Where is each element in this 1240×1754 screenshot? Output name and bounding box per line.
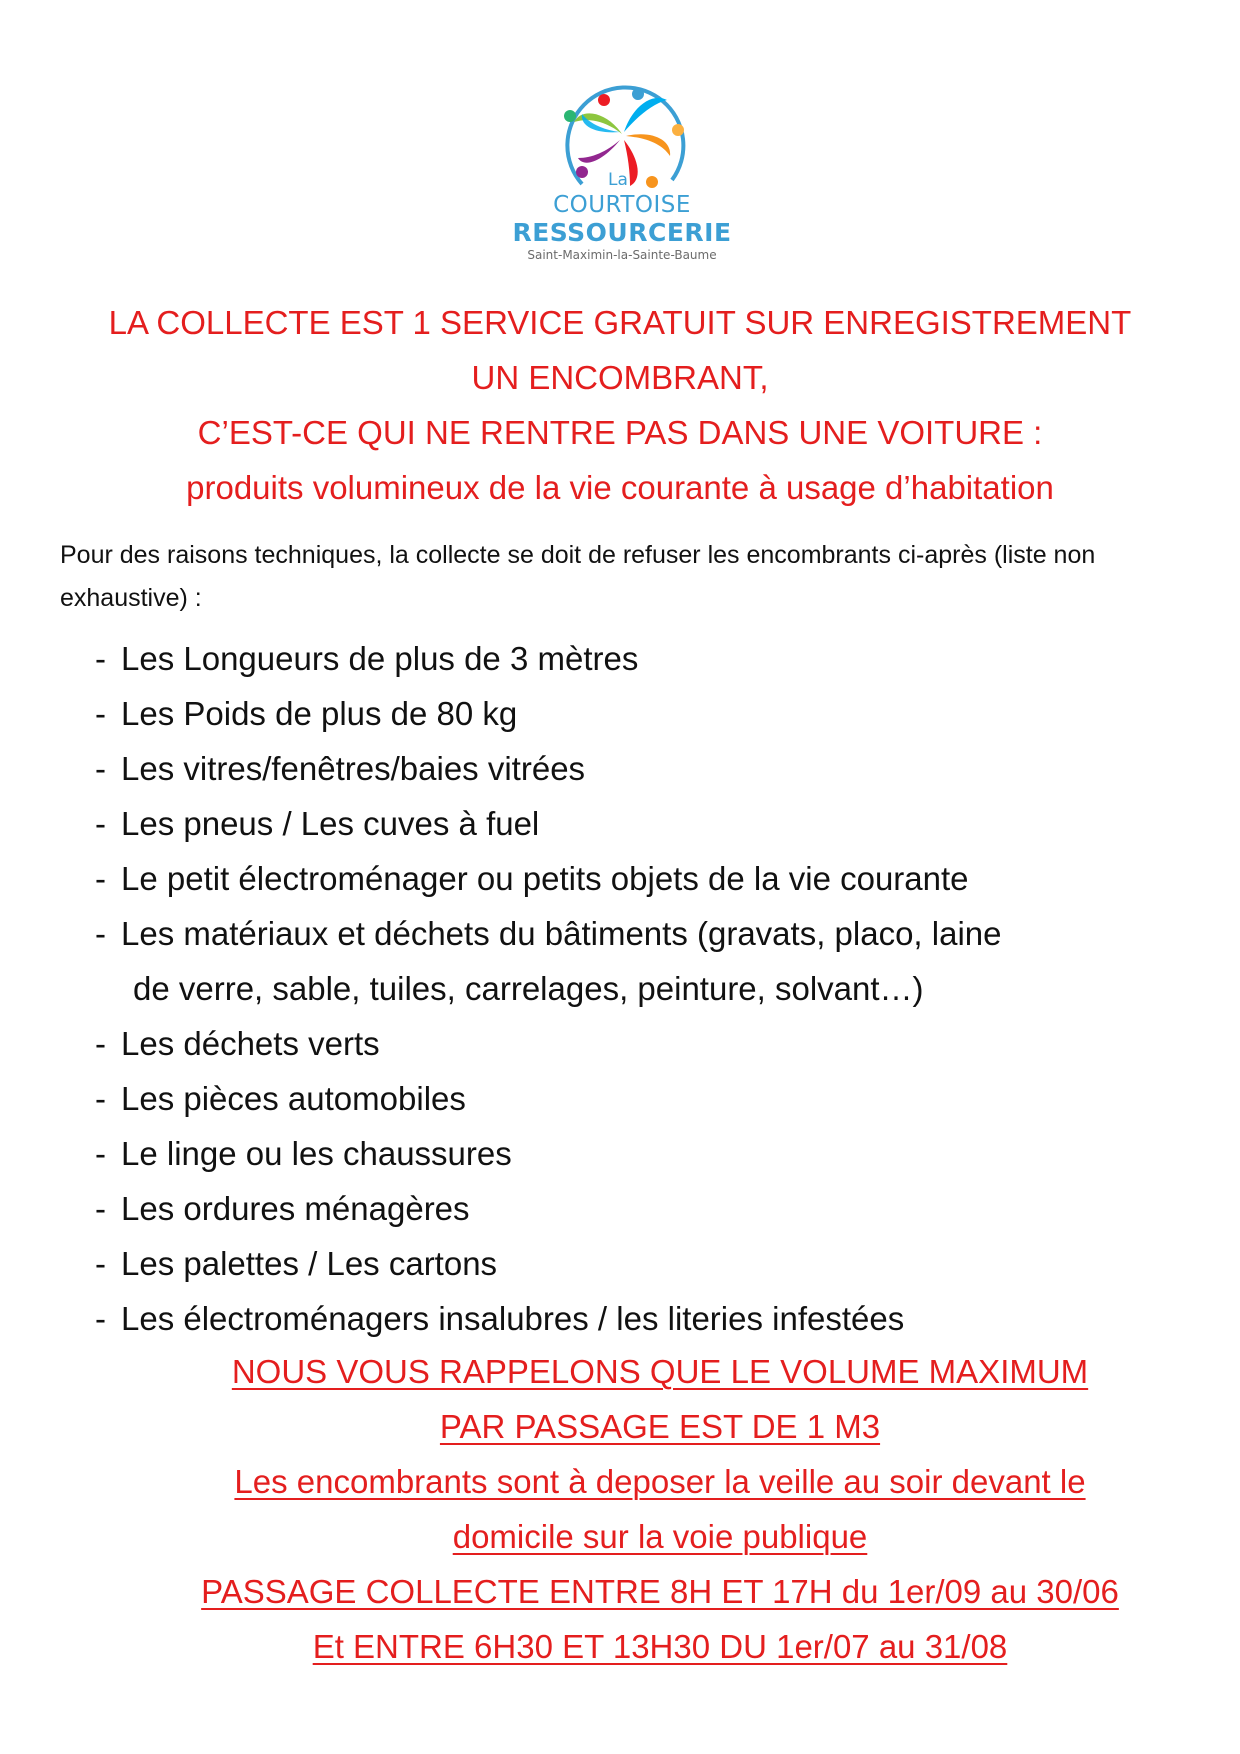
list-item: - Les matériaux et déchets du bâtiments (gravats, placo, laine de verre, sable, tuiles, carrelages, peinture, solvant…) xyxy=(95,906,1155,1016)
logo-name-line1: COURTOISE xyxy=(553,192,691,218)
notice-line: NOUS VOUS RAPPELONS QUE LE VOLUME MAXIMUM xyxy=(231,1353,1089,1390)
logo-city: Saint-Maximin-la-Sainte-Baume xyxy=(527,248,717,262)
headline-line: LA COLLECTE EST 1 SERVICE GRATUIT SUR ENREGISTREMENT xyxy=(108,304,1132,341)
collection-notice xyxy=(140,1344,1180,1674)
headline-line: UN ENCOMBRANT, xyxy=(471,359,769,396)
logo-name-line2: RESSOURCERIE xyxy=(512,218,732,247)
list-item: - Le linge ou les chaussures xyxy=(95,1135,512,1172)
list-item-text: Les pièces automobiles xyxy=(121,1080,466,1117)
intro-paragraph: Pour des raisons techniques, la collecte se doit de refuser les encombrants ci-après (liste non exhaustive) : xyxy=(60,541,1096,612)
headline xyxy=(60,295,1180,515)
list-item: - Les pièces automobiles xyxy=(95,1080,466,1117)
list-item-text: Les Poids de plus de 80 kg xyxy=(121,695,518,732)
logo-la-text: La xyxy=(608,170,628,190)
list-item-text: Les matériaux et déchets du bâtiments (gravats, placo, laine xyxy=(121,915,1002,952)
list-item-text: Les déchets verts xyxy=(121,1025,380,1062)
notice-line: PAR PASSAGE EST DE 1 M3 xyxy=(439,1408,881,1445)
list-item-text: Les pneus / Les cuves à fuel xyxy=(121,805,540,842)
list-item-text: Les ordures ménagères xyxy=(121,1190,470,1227)
list-item: - Les pneus / Les cuves à fuel xyxy=(95,805,540,842)
list-item-text: Les électroménagers insalubres / les literies infestées xyxy=(121,1300,905,1337)
refused-items-list xyxy=(95,631,1155,1346)
list-item: - Les Poids de plus de 80 kg xyxy=(95,695,518,732)
list-item: - Les Longueurs de plus de 3 mètres xyxy=(95,640,639,677)
list-item-text: Le petit électroménager ou petits objets de la vie courante xyxy=(121,860,969,897)
list-item-text: Les vitres/fenêtres/baies vitrées xyxy=(121,750,586,787)
headline-line: produits volumineux de la vie courante à usage d’habitation xyxy=(186,469,1054,506)
ressourcerie-logo xyxy=(512,72,732,272)
notice-line: Et ENTRE 6H30 ET 13H30 DU 1er/07 au 31/08 xyxy=(312,1628,1008,1665)
notice-line: PASSAGE COLLECTE ENTRE 8H ET 17H du 1er/09 au 30/06 xyxy=(201,1573,1119,1610)
list-item-continuation: de verre, sable, tuiles, carrelages, peinture, solvant…) xyxy=(133,970,924,1007)
notice-line: Les encombrants sont à deposer la veille au soir devant le xyxy=(234,1463,1086,1500)
list-item: - Les ordures ménagères xyxy=(95,1190,470,1227)
list-item: - Les palettes / Les cartons xyxy=(95,1245,498,1282)
headline-line: C’EST-CE QUI NE RENTRE PAS DANS UNE VOITURE : xyxy=(197,414,1043,451)
list-item: - Le petit électroménager ou petits objets de la vie courante xyxy=(95,860,969,897)
list-item: - Les électroménagers insalubres / les literies infestées xyxy=(95,1300,905,1337)
notice-line: domicile sur la voie publique xyxy=(452,1518,868,1555)
list-item-text: Le linge ou les chaussures xyxy=(121,1135,512,1172)
list-item: - Les déchets verts xyxy=(95,1025,380,1062)
list-item-text: Les Longueurs de plus de 3 mètres xyxy=(121,640,639,677)
list-item-text: Les palettes / Les cartons xyxy=(121,1245,498,1282)
list-item: - Les vitres/fenêtres/baies vitrées xyxy=(95,750,586,787)
